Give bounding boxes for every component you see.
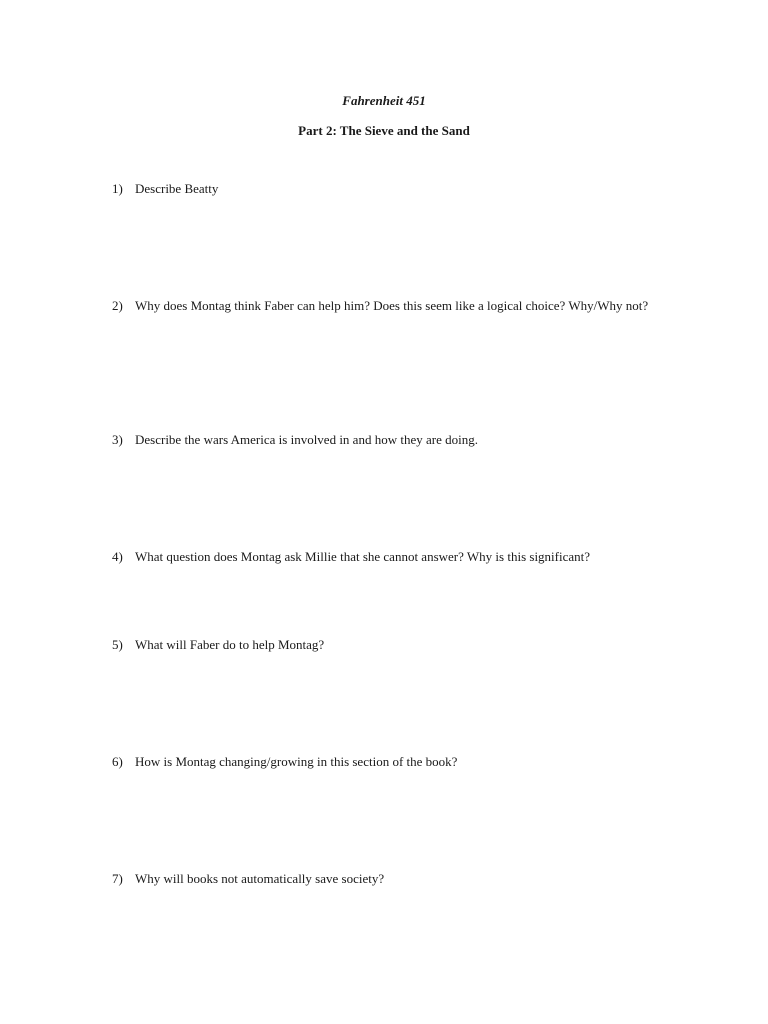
document-title: Fahrenheit 451: [342, 93, 426, 108]
question-number: 6): [112, 754, 123, 769]
question-text: What will Faber do to help Montag?: [135, 637, 325, 652]
question-item: [112, 549, 672, 565]
question-item: [112, 754, 672, 770]
question-text: Why does Montag think Faber can help him? Does this seem like a logical choice? Why/Why not?: [135, 298, 649, 313]
question-number: 1): [112, 181, 123, 196]
question-text: Why will books not automatically save society?: [135, 871, 385, 886]
question-text: Describe the wars America is involved in and how they are doing.: [135, 432, 478, 447]
question-number: 3): [112, 432, 123, 447]
question-text: What question does Montag ask Millie that she cannot answer? Why is this significant?: [135, 549, 591, 564]
question-number: 4): [112, 549, 123, 564]
question-item: [112, 637, 672, 653]
question-item: [112, 871, 672, 887]
document-subtitle: Part 2: The Sieve and the Sand: [298, 123, 470, 138]
question-text: How is Montag changing/growing in this section of the book?: [135, 754, 458, 769]
question-number: 7): [112, 871, 123, 886]
question-item: [112, 298, 672, 314]
question-text: Describe Beatty: [135, 181, 219, 196]
question-item: [112, 181, 672, 197]
question-item: [112, 432, 672, 448]
question-number: 5): [112, 637, 123, 652]
question-number: 2): [112, 298, 123, 313]
